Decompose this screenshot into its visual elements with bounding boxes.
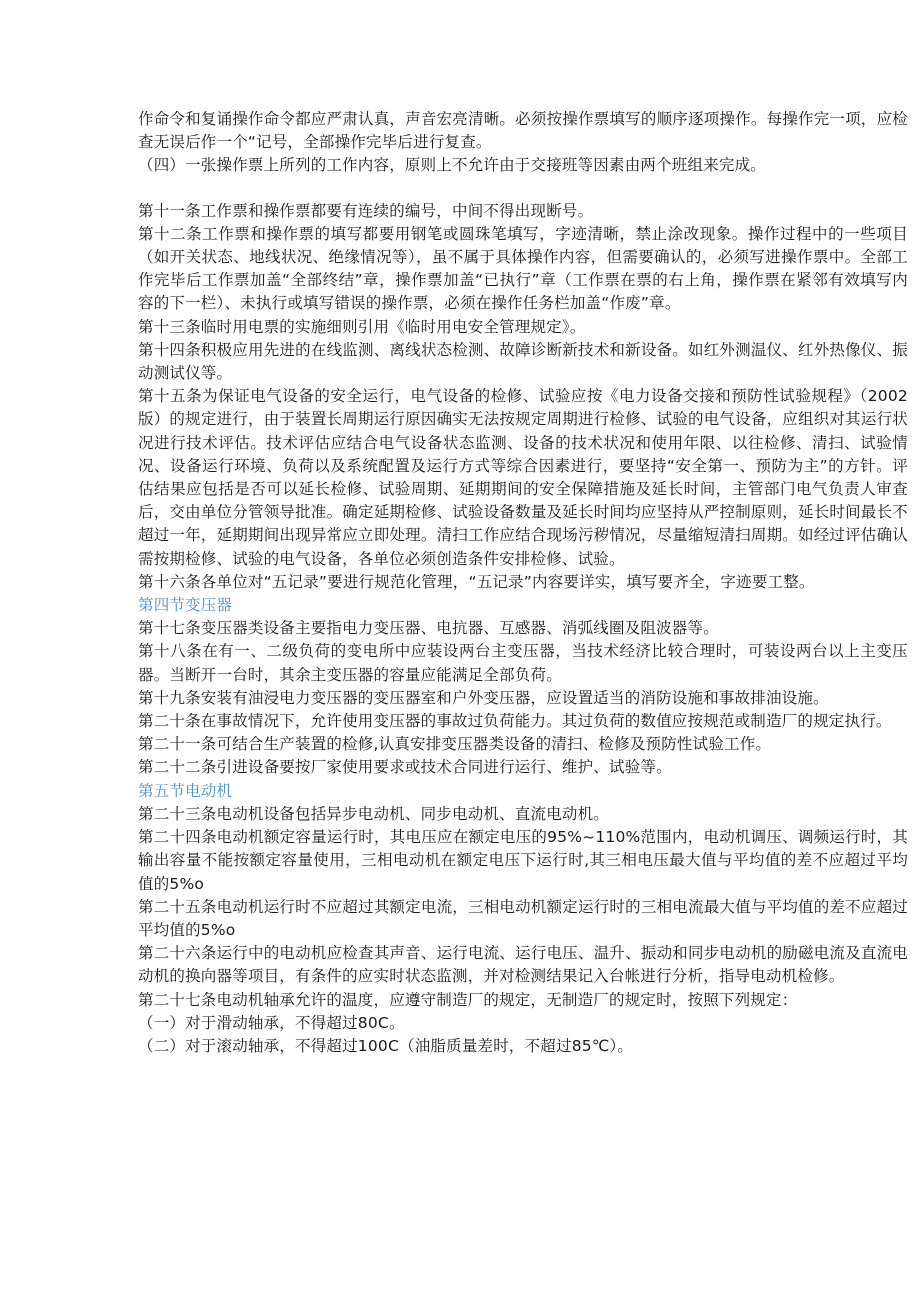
article-18: 第十八条在有一、二级负荷的变电所中应装设两台主变压器，当技术经济比较合理时，可装设两台以上主变压器。当断开一台时，其余主变压器的容量应能满足全部负荷。 — [138, 642, 908, 684]
article-27-item-1: （一）对于滑动轴承，不得超过80C。 — [138, 1013, 405, 1032]
article-20: 第二十条在事故情况下，允许使用变压器的事故过负荷能力。其过负荷的数值应按规范或制造厂的规定执行。 — [138, 712, 892, 731]
article-24: 第二十四条电动机额定容量运行时，其电压应在额定电压的95%~110%范围内，电动机调压、调频运行时，其输出容量不能按额定容量使用，三相电动机在额定电压下运行时,其三相电压最大值与平均值的差不应超过平均值的5%o — [138, 828, 908, 893]
article-13: 第十三条临时用电票的实施细则引用《临时用电安全管理规定》。 — [138, 317, 586, 336]
article-21: 第二十一条可结合生产装置的检修,认真安排变压器类设备的清扫、检修及预防性试验工作。 — [138, 735, 772, 754]
article-25: 第二十五条电动机运行时不应超过其额定电流，三相电动机额定运行时的三相电流最大值与平均值的差不应超过平均值的5%o — [138, 897, 908, 939]
article-23: 第二十三条电动机设备包括异步电动机、同步电动机、直流电动机。 — [138, 804, 610, 823]
blank-line — [138, 178, 908, 200]
section-heading-motor: 第五节电动机 — [138, 781, 233, 800]
paragraph: （四）一张操作票上所列的工作内容，原则上不允许由于交接班等因素由两个班组来完成。 — [138, 156, 767, 175]
article-19: 第十九条安装有油浸电力变压器的变压器室和户外变压器，应设置适当的消防设施和事故排油设施。 — [138, 688, 829, 707]
article-27-item-2: （二）对于滚动轴承，不得超过100C（油脂质量差时，不超过85℃）。 — [138, 1036, 634, 1055]
section-heading-transformer: 第四节变压器 — [138, 596, 233, 615]
article-27: 第二十七条电动机轴承允许的温度，应遵守制造厂的规定，无制造厂的规定时，按照下列规定： — [138, 990, 798, 1009]
article-26: 第二十六条运行中的电动机应检查其声音、运行电流、运行电压、温升、振动和同步电动机的励磁电流及直流电动机的换向器等项目，有条件的应实时状态监测，并对检测结果记入台帐进行分析，指导电动机检修。 — [138, 944, 908, 986]
article-17: 第十七条变压器类设备主要指电力变压器、电抗器、互感器、消弧线圈及阻波器等。 — [138, 619, 719, 638]
article-14: 第十四条积极应用先进的在线监测、离线状态检测、故障诊断新技术和新设备。如红外测温仪、红外热像仪、振动测试仪等。 — [138, 340, 908, 383]
document-body — [138, 108, 908, 1058]
paragraph: 作命令和复诵操作命令都应严肃认真，声音宏亮清晰。必须按操作票填写的顺序逐项操作。每操作完一项，应检查无误后作一个“记号，全部操作完毕后进行复查。 — [138, 110, 908, 152]
article-22: 第二十二条引进设备要按厂家使用要求或技术合同进行运行、维护、试验等。 — [138, 758, 672, 777]
article-12: 第十二条工作票和操作票的填写都要用钢笔或圆珠笔填写，字迹清晰，禁止涂改现象。操作过程中的一些项目（如开关状态、地线状况、绝缘情况等），虽不属于具体操作内容，但需要确认的，必须写进操作票中。全部工作完毕后工作票加盖“全部终结”章，操作票加盖“已执行”章（工作票在票的右上角，操作票在紧邻有效填写内容的下一栏）、未执行或填写错误的操作票，必须在操作任务栏加盖“作废”章。 — [138, 224, 908, 313]
article-11: 第十一条工作票和操作票都要有连续的编号，中间不得出现断号。 — [138, 201, 594, 220]
article-15: 第十五条为保证电气设备的安全运行，电气设备的检修、试验应按《电力设备交接和预防性试验规程》（2002版）的规定进行，由于装置长周期运行原因确实无法按规定周期进行检修、试验的电气设备，应组织对其运行状况进行技术评估。技术评估应结合电气设备状态监测、设备的技术状况和使用年限、以往检修、清扫、试验情况、设备运行环境、负荷以及系统配置及运行方式等综合因素进行，要坚持“安全第一、预防为主”的方针。评估结果应包括是否可以延长检修、试验周期、延期期间的安全保障措施及延长时间，主管部门电气负责人审查后，交由单位分管领导批准。确定延期检修、试验设备数量及延长时间均应坚持从严控制原则，延长时间最长不超过一年，延期期间出现异常应立即处理。清扫工作应结合现场污秽情况，尽量缩短清扫周期。如经过评估确认需按期检修、试验的电气设备，各单位必须创造条件安排检修、试验。 — [138, 387, 908, 568]
article-16: 第十六条各单位对“五记录”要进行规范化管理，“五记录”内容要详实，填写要齐全，字迹要工整。 — [138, 572, 815, 591]
